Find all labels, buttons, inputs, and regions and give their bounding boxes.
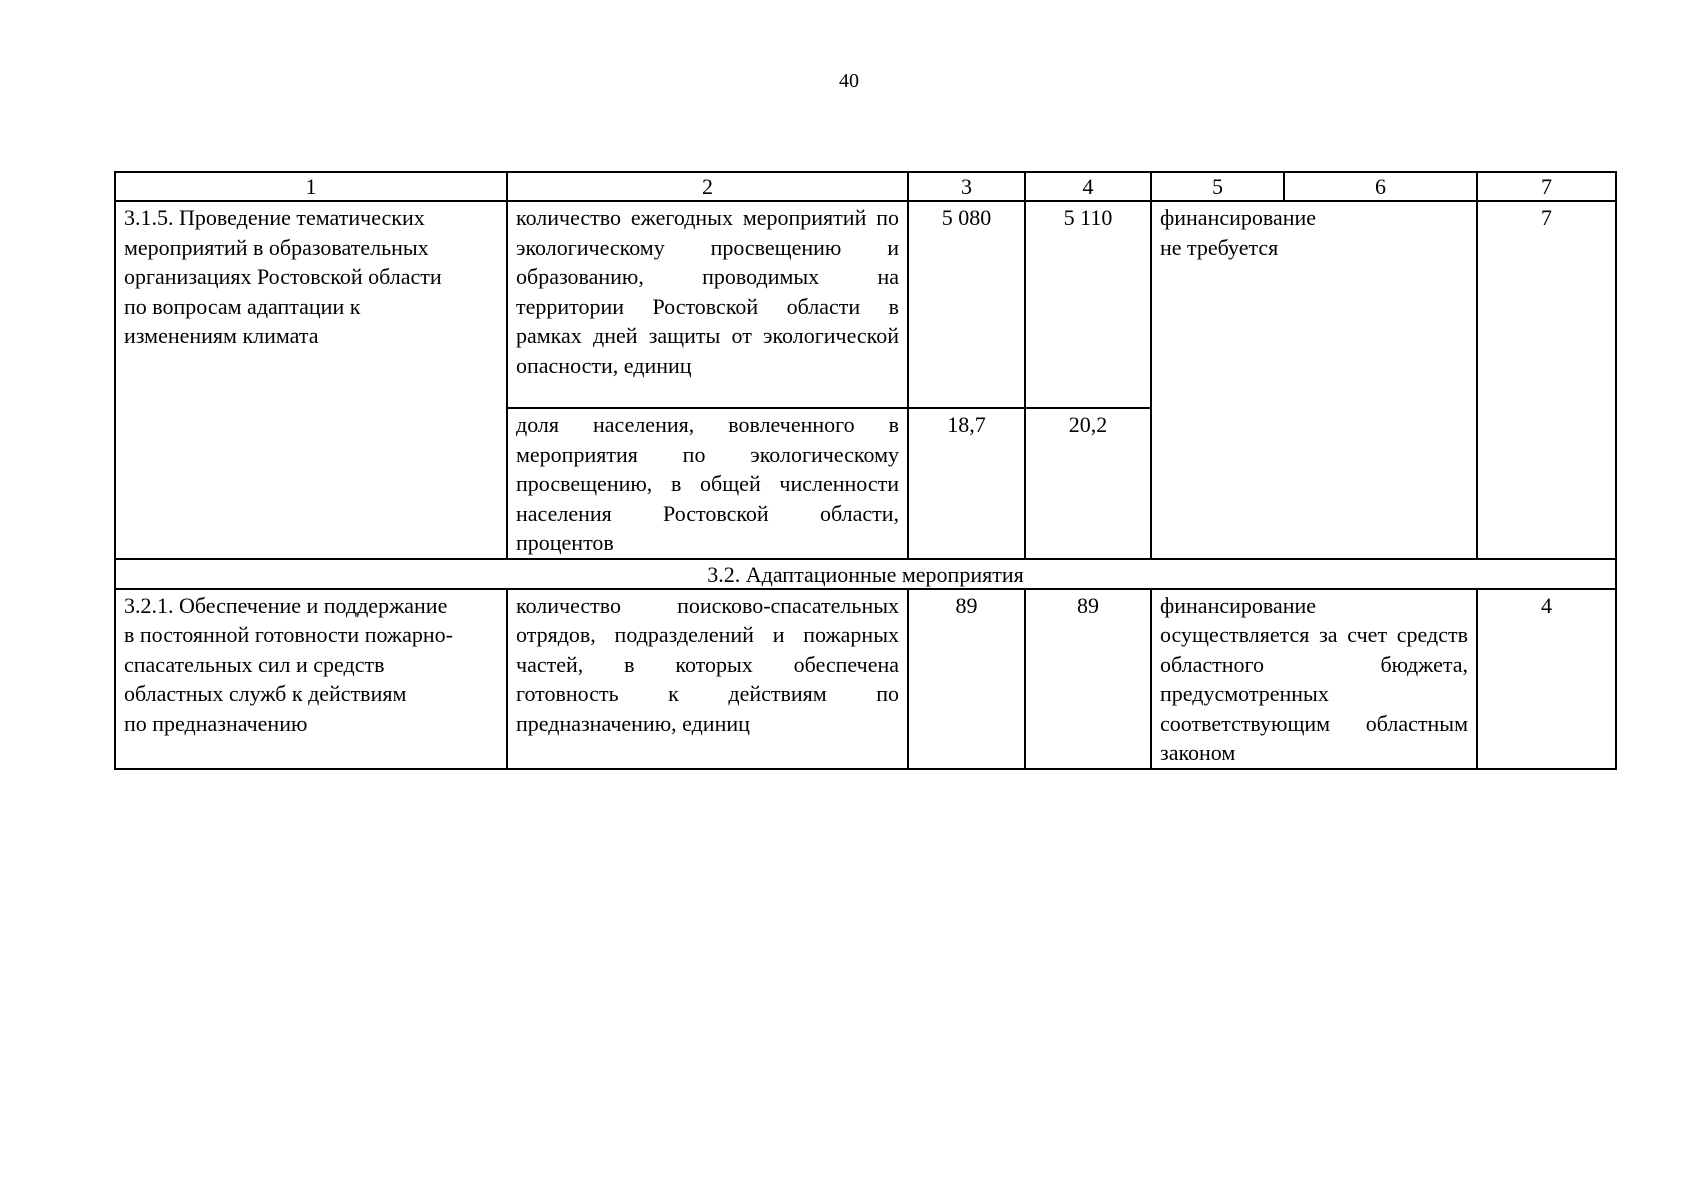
indicator-cell: количество поисково-спасательных отрядов, подразделений и пожарных частей, в которых обеспечена готовность к действиям по предназначению, единиц	[507, 589, 908, 769]
measure-line: мероприятий в образовательных	[124, 234, 429, 260]
value-col-3: 89	[908, 589, 1025, 769]
value-col-3: 5 080	[908, 201, 1025, 408]
section-title: 3.2. Адаптационные мероприятия	[115, 559, 1616, 589]
col-7-cell: 7	[1477, 201, 1616, 559]
header-col-1: 1	[115, 172, 507, 201]
header-col-3: 3	[908, 172, 1025, 201]
measure-line: организациях Ростовской области	[124, 264, 442, 289]
financing-cell: финансирование осуществляется за счет средств областного бюджета, предусмотренных соответствующим областным законом	[1151, 589, 1477, 769]
col-7-cell: 4	[1477, 589, 1616, 769]
measures-table	[114, 171, 1617, 770]
measure-line: по предназначению	[124, 710, 308, 736]
value-col-3: 18,7	[908, 408, 1025, 559]
header-col-5: 5	[1151, 172, 1284, 201]
value-col-4: 5 110	[1025, 201, 1151, 408]
measure-cell	[115, 201, 507, 559]
measure-line: спасательных сил и средств	[124, 651, 385, 677]
page-number: 40	[839, 70, 859, 92]
header-row	[115, 172, 1616, 201]
financing-line: финансирование	[1160, 205, 1317, 230]
measure-line: по вопросам адаптации к	[124, 293, 361, 319]
measure-line: изменениям климата	[124, 323, 319, 348]
table-row-3-1-5	[115, 201, 1616, 408]
value-col-4: 20,2	[1025, 408, 1151, 559]
header-col-6: 6	[1284, 172, 1477, 201]
header-col-2: 2	[507, 172, 908, 201]
value-col-4: 89	[1025, 589, 1151, 769]
financing-line: не требуется	[1160, 234, 1279, 260]
indicator-cell: количество ежегодных мероприятий по экологическому просвещению и образованию, проводимых на территории Ростовской области в рамках дней защиты от экологической опасности, единиц	[507, 201, 908, 408]
table-row-3-2-1	[115, 589, 1616, 769]
measure-line: 3.2.1. Обеспечение и поддержание	[124, 592, 448, 618]
header-col-7: 7	[1477, 172, 1616, 201]
header-col-4: 4	[1025, 172, 1151, 201]
financing-cell	[1151, 201, 1477, 559]
measure-line: в постоянной готовности пожарно-	[124, 622, 453, 647]
indicator-cell: доля населения, вовлеченного в мероприятия по экологическому просвещению, в общей численности населения Ростовской области, процентов	[507, 408, 908, 559]
measure-cell	[115, 589, 507, 769]
section-row	[115, 559, 1616, 589]
measure-line: областных служб к действиям	[124, 681, 407, 706]
measure-line: 3.1.5. Проведение тематических	[124, 205, 425, 230]
